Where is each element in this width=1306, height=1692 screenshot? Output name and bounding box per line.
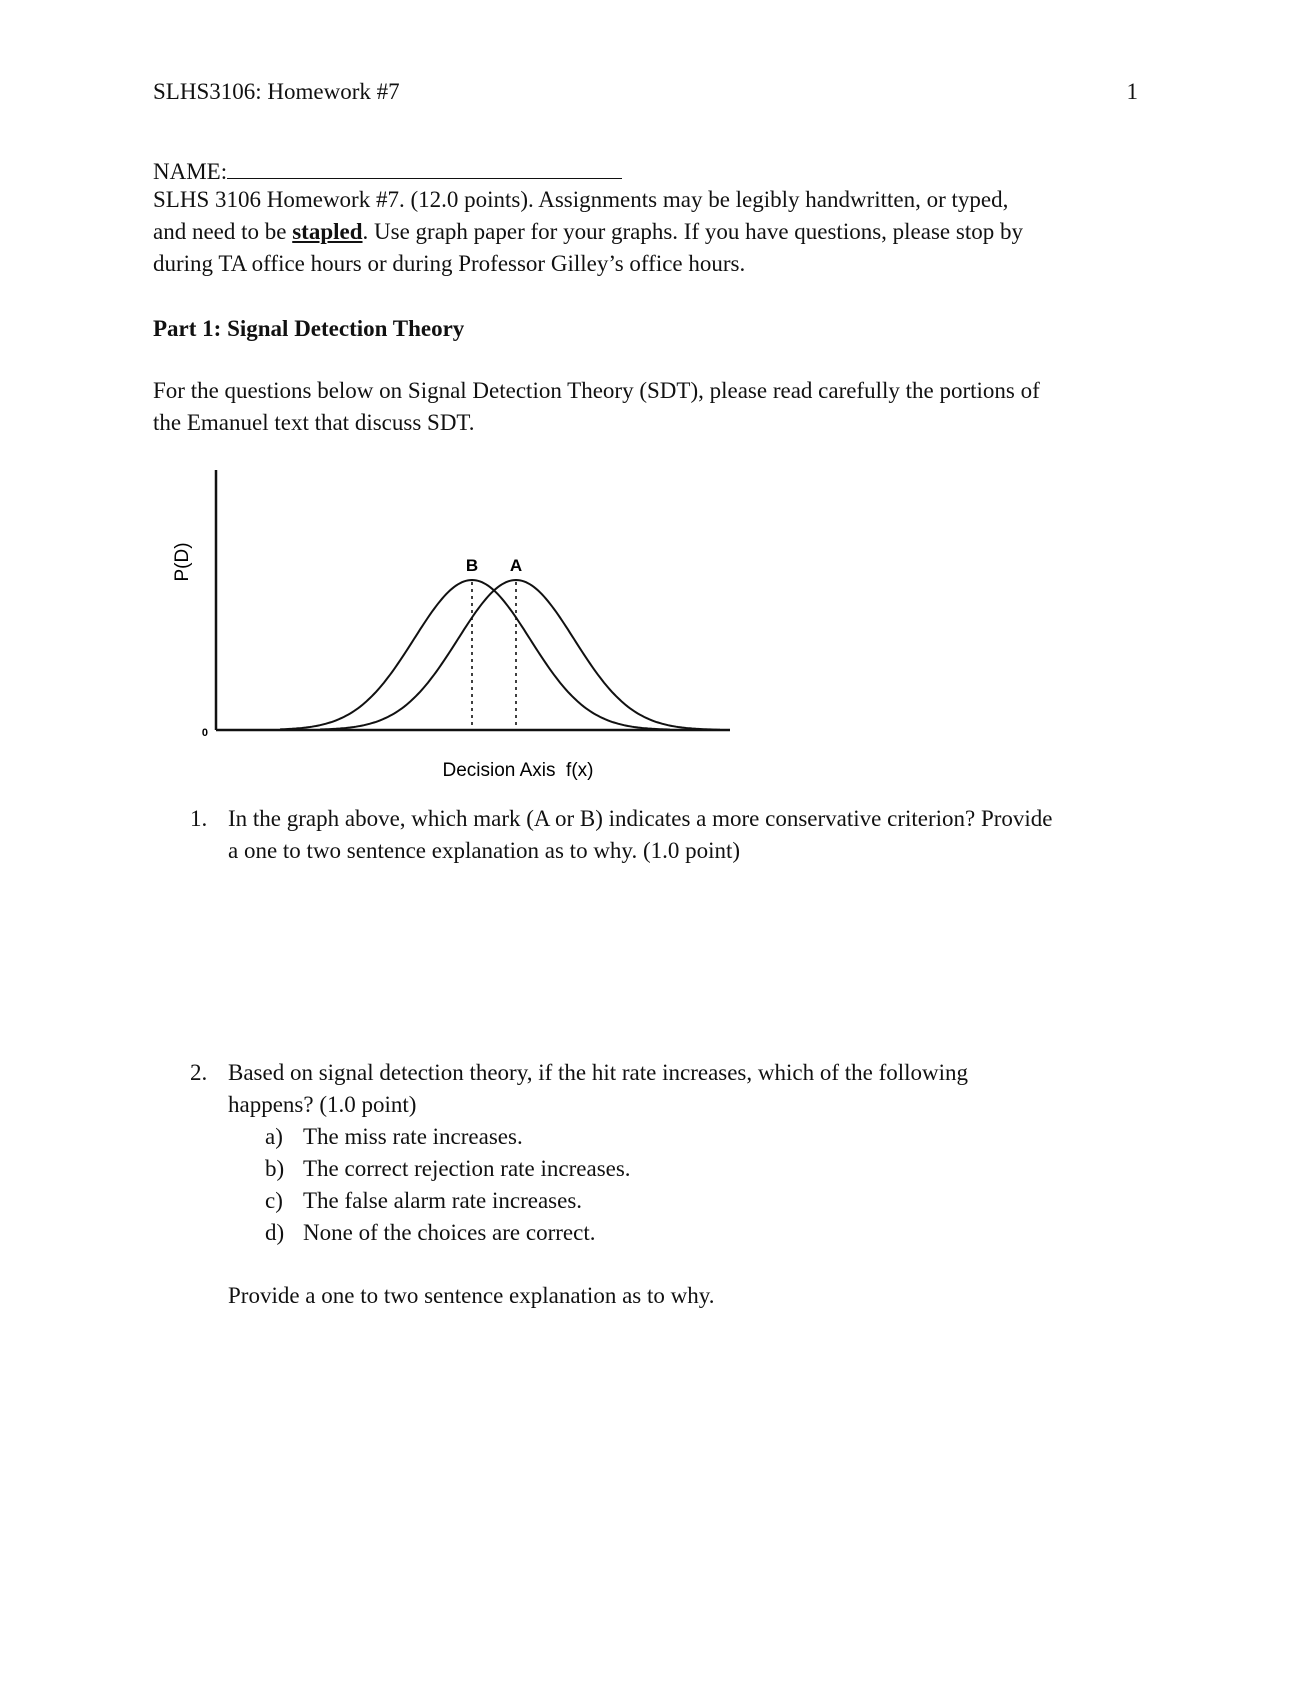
sdt-figure bbox=[150, 460, 750, 790]
intro-line-1: SLHS 3106 Homework #7. (12.0 points). Assignments may be legibly handwritten, or typed, bbox=[153, 187, 1009, 212]
noise-distribution-curve bbox=[280, 580, 670, 730]
option-a-text: The miss rate increases. bbox=[303, 1124, 523, 1149]
option-d-label: d) bbox=[265, 1220, 285, 1245]
intro-line-2 bbox=[153, 216, 1163, 248]
header-course-title: SLHS3106: Homework #7 bbox=[153, 79, 400, 104]
intro-line-2-start: and need to be bbox=[153, 219, 293, 244]
option-b-text: The correct rejection rate increases. bbox=[303, 1156, 631, 1181]
option-c-text: The false alarm rate increases. bbox=[303, 1188, 583, 1213]
name-blank-line bbox=[227, 154, 622, 179]
question-2-number: 2. bbox=[190, 1060, 208, 1085]
sdt-intro-line-2: the Emanuel text that discuss SDT. bbox=[153, 410, 475, 435]
origin-label: 0 bbox=[201, 727, 208, 739]
name-field bbox=[153, 154, 622, 188]
marker-a-label: A bbox=[509, 556, 523, 575]
option-c-label: c) bbox=[265, 1188, 283, 1213]
marker-b-label: B bbox=[465, 556, 479, 575]
name-label: NAME: bbox=[153, 159, 228, 184]
x-axis-label: Decision Axis f(x) bbox=[442, 760, 594, 781]
y-axis-label: P(D) bbox=[172, 542, 193, 582]
question-1-text bbox=[228, 803, 1168, 867]
intro-line-3: during TA office hours or during Professor Gilley’s office hours. bbox=[153, 251, 746, 276]
option-b-label: b) bbox=[265, 1156, 285, 1181]
question-2-text bbox=[228, 1057, 1168, 1121]
question-2-line-2: happens? (1.0 point) bbox=[228, 1092, 417, 1117]
signal-distribution-curve bbox=[320, 580, 720, 730]
option-d-text: None of the choices are correct. bbox=[303, 1220, 596, 1245]
question-2-follow-up: Provide a one to two sentence explanation as to why. bbox=[228, 1283, 715, 1308]
question-1-line-2: a one to two sentence explanation as to why. (1.0 point) bbox=[228, 838, 741, 863]
option-a-label: a) bbox=[265, 1124, 283, 1149]
sdt-intro-line-1: For the questions below on Signal Detection Theory (SDT), please read carefully the portions of bbox=[153, 378, 1040, 403]
header-page-number: 1 bbox=[1126, 79, 1138, 104]
sdt-intro-paragraph bbox=[153, 375, 1163, 439]
intro-paragraph bbox=[153, 184, 1163, 280]
question-1-number: 1. bbox=[190, 806, 208, 831]
question-2-line-1: Based on signal detection theory, if the hit rate increases, which of the following bbox=[228, 1060, 969, 1085]
question-1-line-1: In the graph above, which mark (A or B) indicates a more conservative criterion? Provide bbox=[228, 806, 1053, 831]
part-heading: Part 1: Signal Detection Theory bbox=[153, 316, 465, 341]
stapled-emphasis: stapled bbox=[292, 219, 363, 244]
intro-line-2-end: . Use graph paper for your graphs. If you have questions, please stop by bbox=[362, 219, 1023, 244]
